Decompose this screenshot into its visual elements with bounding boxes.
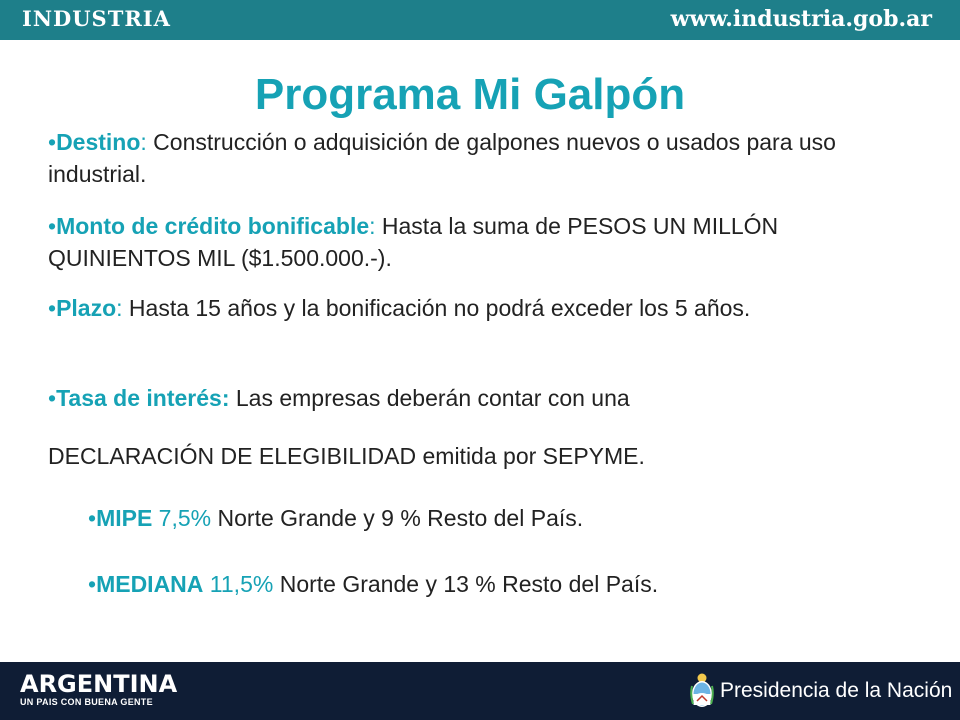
bullet-monto: [48, 210, 898, 274]
bullet-tasa: [48, 382, 630, 414]
bullet-destino: [48, 126, 898, 190]
bullet-separator: :: [369, 213, 376, 239]
bullet-marker: •: [48, 385, 57, 411]
bullet-marker: •: [88, 505, 97, 531]
sub-bullet-mediana: [88, 568, 658, 600]
bullet-marker: •: [88, 571, 97, 597]
brand-title: INDUSTRIA: [22, 6, 171, 31]
bullet-label: Tasa de interés:: [56, 385, 230, 411]
bullet-text: Hasta 15 años y la bonificación no podrá exceder los 5 años.: [122, 295, 751, 321]
sub-bullet-text: Norte Grande y 13 % Resto del País.: [273, 571, 659, 597]
presidencia-label: Presidencia de la Nación: [720, 679, 953, 702]
header-bar: [0, 0, 960, 40]
bullet-label: Plazo: [56, 295, 117, 321]
bullet-marker: •: [48, 213, 57, 239]
slide-title: Programa Mi Galpón: [254, 70, 686, 119]
sub-bullet-label: MEDIANA: [96, 571, 204, 597]
bullet-separator: :: [140, 129, 147, 155]
sub-bullet-value: 11,5%: [203, 571, 274, 597]
bullet-separator: :: [116, 295, 123, 321]
bullet-plazo: [48, 292, 750, 324]
sub-bullet-mipe: [88, 502, 583, 534]
argentina-logo: [20, 672, 177, 708]
footer-bar: [0, 662, 960, 720]
tasa-continuation: DECLARACIÓN DE ELEGIBILIDAD emitida por SEPYME.: [48, 443, 645, 469]
bullet-marker: •: [48, 295, 57, 321]
argentina-slogan: UN PAIS CON BUENA GENTE: [20, 697, 153, 707]
bullet-text: Las empresas deberán contar con una: [229, 385, 630, 411]
sub-bullet-text: Norte Grande y 9 % Resto del País.: [211, 505, 584, 531]
argentina-wordmark: ARGENTINA: [20, 670, 178, 698]
sub-bullet-value: 7,5%: [152, 505, 212, 531]
sub-bullet-label: MIPE: [96, 505, 153, 531]
bullet-label: Monto de crédito bonificable: [56, 213, 370, 239]
argentina-coat-of-arms-icon: [690, 672, 714, 715]
website-link[interactable]: www.industria.gob.ar: [670, 6, 932, 32]
bullet-text: Construcción o adquisición de galpones nuevos o usados para uso industrial.: [48, 129, 836, 187]
bullet-label: Destino: [56, 129, 141, 155]
bullet-text: Hasta la suma de PESOS UN MILLÓN QUINIENTOS MIL ($1.500.000.-).: [48, 213, 779, 271]
bullet-marker: •: [48, 129, 57, 155]
